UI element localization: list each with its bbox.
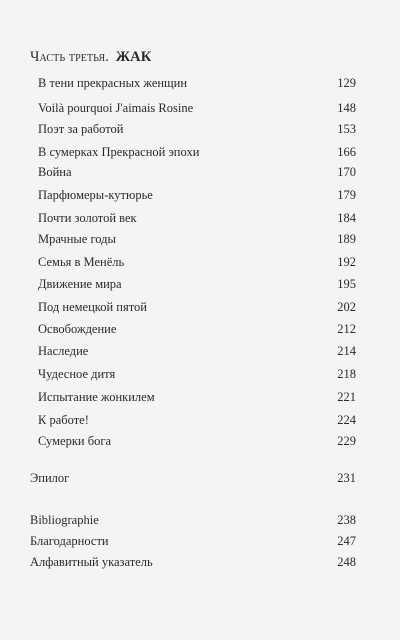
toc-entry-page: 224: [337, 413, 356, 427]
toc-entry: [38, 363, 356, 385]
toc-entry-title: Война: [38, 165, 72, 179]
toc-entry-page: 148: [337, 101, 356, 115]
toc-entry-page: 129: [337, 76, 356, 90]
toc-entry: [38, 161, 356, 183]
part-heading-prefix: Часть третья.: [30, 49, 109, 65]
toc-entry-title: В сумерках Прекрасной эпохи: [38, 145, 200, 159]
epilogue-page: 231: [337, 471, 356, 485]
toc-entry-title: Парфюмеры-кутюрье: [38, 188, 153, 202]
toc-entry-page: 218: [337, 367, 356, 381]
toc-entry: [38, 118, 356, 140]
toc-entry: [30, 509, 356, 531]
toc-entry: [30, 530, 356, 552]
toc-entry-page: 247: [337, 534, 356, 548]
toc-entry-page: 179: [337, 188, 356, 202]
toc-entry-title: Семья в Менёль: [38, 255, 125, 269]
toc-entry-title: Bibliographie: [30, 513, 99, 527]
toc-entry-title: Сумерки бога: [38, 434, 111, 448]
toc-entry: [38, 97, 356, 119]
toc-entry: [38, 207, 356, 229]
toc-entry: [38, 430, 356, 452]
epilogue-entry: [30, 467, 356, 489]
toc-entry: [30, 551, 356, 573]
toc-entry: [38, 296, 356, 318]
toc-entry: [38, 318, 356, 340]
toc-entry: [38, 228, 356, 250]
toc-entry: [38, 273, 356, 295]
toc-entry-title: Освобождение: [38, 322, 117, 336]
toc-entry-page: 153: [337, 122, 356, 136]
toc-entry-title: Voilà pourquoi J'aimais Rosine: [38, 101, 194, 115]
toc-entry-title: Наследие: [38, 344, 89, 358]
toc-entry: [38, 409, 356, 431]
toc-entry: [38, 141, 356, 163]
part-heading-name: ЖАК: [115, 49, 152, 65]
epilogue-title: Эпилог: [30, 471, 70, 485]
toc-entry: [38, 184, 356, 206]
toc-entry-page: 229: [337, 434, 356, 448]
toc-entry-page: 214: [337, 344, 356, 358]
toc-entry-title: К работе!: [38, 413, 89, 427]
toc-entry-page: 189: [337, 232, 356, 246]
toc-entry-page: 248: [337, 555, 356, 569]
toc-entry-title: Движение мира: [38, 277, 122, 291]
toc-entry: [38, 251, 356, 273]
toc-entry-page: 238: [337, 513, 356, 527]
toc-entry-page: 202: [337, 300, 356, 314]
toc-entry-page: 166: [337, 145, 356, 159]
toc-entry-page: 195: [337, 277, 356, 291]
toc-entry-title: В тени прекрасных женщин: [38, 76, 188, 90]
toc-entry: [38, 72, 356, 94]
toc-entry-title: Поэт за работой: [38, 122, 124, 136]
toc-entry-page: 212: [337, 322, 356, 336]
toc-entry: [38, 340, 356, 362]
toc-entry-page: 184: [337, 211, 356, 225]
toc-entry-title: Под немецкой пятой: [38, 300, 147, 314]
toc-entry-title: Алфавитный указатель: [30, 555, 153, 569]
toc-entry-title: Мрачные годы: [38, 232, 116, 246]
toc-entry-title: Почти золотой век: [38, 211, 137, 225]
toc-entry-page: 192: [337, 255, 356, 269]
toc-entry-title: Благодарности: [30, 534, 109, 548]
toc-entry-page: 170: [337, 165, 356, 179]
part-heading: [30, 49, 151, 66]
toc-entry: [38, 386, 356, 408]
toc-entry-title: Испытание жонкилем: [38, 390, 155, 404]
toc-entry-title: Чудесное дитя: [38, 367, 116, 381]
toc-entry-page: 221: [337, 390, 356, 404]
